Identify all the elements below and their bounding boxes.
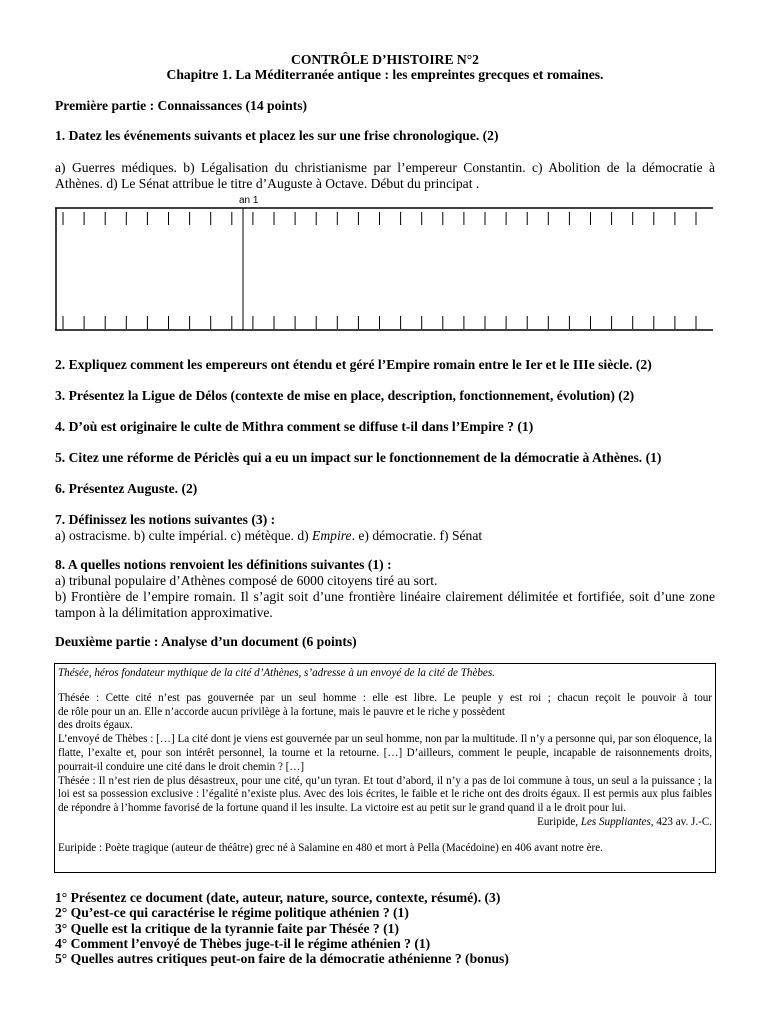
question-1-events bbox=[55, 160, 715, 192]
doc-question-1: 1° Présentez ce document (date, auteur, nature, source, contexte, résumé). (3) bbox=[55, 890, 501, 905]
part2-heading: Deuxième partie : Analyse d’un document (6 points) bbox=[55, 634, 357, 649]
question-5: 5. Citez une réforme de Périclès qui a eu un impact sur le fonctionnement de la démocratie à Athènes. (1) bbox=[55, 450, 662, 465]
source-date: , 423 av. J.-C. bbox=[650, 815, 712, 828]
definition-b: b) Frontière de l’empire romain. Il s’agit soit d’une frontière linéaire clairement délimitée et fortifiée, soit d’une zone tampon à la délimitation approximative. bbox=[55, 589, 715, 620]
source-work: Les Suppliantes bbox=[580, 815, 651, 828]
doc-question-2: 2° Qu’est-ce qui caractérise le régime politique athénien ? (1) bbox=[55, 905, 409, 921]
question-8 bbox=[55, 557, 715, 621]
timeline-ticks bbox=[63, 212, 696, 329]
question-6: 6. Présentez Auguste. (2) bbox=[55, 481, 198, 496]
notions-part-b: . e) démocratie. f) Sénat bbox=[351, 528, 483, 543]
question-7-notions bbox=[55, 528, 715, 544]
question-2: 2. Expliquez comment les empereurs ont étendu et géré l’Empire romain entre le Ier et le IIIe siècle. (2) bbox=[55, 357, 652, 372]
source-author: Euripide, bbox=[537, 815, 581, 828]
question-7-title: 7. Définissez les notions suivantes (3) : bbox=[55, 512, 276, 527]
timeline-frame bbox=[55, 208, 713, 330]
doc-question-5: 5° Quelles autres critiques peut-on faire de la démocratie athénienne ? (bonus) bbox=[55, 951, 509, 967]
exam-title: CONTRÔLE D’HISTOIRE N°2 bbox=[291, 52, 479, 67]
theseus-reply: Thésée : Il n’est rien de plus désastreux, pour une cité, qu’un tyran. Et tout d’abord, il n’y a pas de loi commune à tous, un seul a la puissance ; la loi est sa possession exclusive : l’égalité n’existe plus. Avec des lois écrites, le faible et le riche ont des droits égaux. Il est permis aux plus faibles de répondre à l’homme favorisé de la fortune quand il les insulte. La victoire est au petit sur le grand quand il a le droit pour lui. bbox=[58, 774, 712, 815]
notion-empire: Empire bbox=[312, 528, 352, 543]
part1-heading: Première partie : Connaissances (14 points) bbox=[55, 98, 308, 113]
chronological-frieze bbox=[55, 192, 715, 334]
theseus-line-2: de rôle pour un an. Elle n’accorde aucun privilège à la fortune, mais le pauvre et le riche y possèdent bbox=[58, 705, 505, 718]
events-line-2: Athènes. d) Le Sénat attribue le titre d’Auguste à Octave. Début du principat . bbox=[55, 176, 480, 191]
document-questions bbox=[55, 890, 715, 966]
notions-part-a: a) ostracisme. b) culte impérial. c) métèque. d) bbox=[55, 528, 313, 543]
question-8-title: 8. A quelles notions renvoient les définitions suivantes (1) : bbox=[55, 557, 392, 572]
chapter-subtitle: Chapitre 1. La Méditerranée antique : les empreintes grecques et romaines. bbox=[166, 67, 604, 82]
document-source bbox=[58, 816, 712, 830]
question-3: 3. Présentez la Ligue de Délos (contexte de mise en place, description, fonctionnement, évolution) (2) bbox=[55, 388, 635, 403]
doc-question-3: 3° Quelle est la critique de la tyrannie faite par Thésée ? (1) bbox=[55, 920, 399, 936]
theseus-line-3: des droits égaux. bbox=[58, 719, 133, 732]
timeline-marker-label: an 1 bbox=[239, 195, 259, 206]
question-4: 4. D’où est originaire le culte de Mithra comment se diffuse t-il dans l’Empire ? (1) bbox=[55, 419, 534, 434]
document-intro: Thésée, héros fondateur mythique de la cité d’Athènes, s’adresse à un envoyé de la cité de Thèbes. bbox=[58, 667, 495, 679]
doc-question-4: 4° Comment l’envoyé de Thèbes juge-t-il le régime athénien ? (1) bbox=[55, 935, 431, 951]
theseus-line-1: Thésée : Cette cité n’est pas gouvernée par un seul homme : elle est libre. Le peuple y est roi ; chacun reçoit le pouvoir à tour bbox=[58, 691, 712, 704]
definition-a: a) tribunal populaire d’Athènes composé de 6000 citoyens tiré au sort. bbox=[55, 573, 438, 588]
question-7 bbox=[55, 512, 715, 544]
question-1-title: 1. Datez les événements suivants et placez les sur une frise chronologique. (2) bbox=[55, 128, 499, 143]
author-note: Euripide : Poète tragique (auteur de théâtre) grec né à Salamine en 480 et mort à Pella (Macédoine) en 406 avant notre ère. bbox=[58, 841, 603, 854]
document-excerpt bbox=[54, 663, 716, 873]
theban-envoy-speech: L’envoyé de Thèbes : […] La cité dont je viens est gouvernée par un seul homme, non par la multitude. Il n’y a personne qui, par son éloquence, la flatte, l’exalte et, pour son intérêt personnel, la tourne et la retourne. […] D’ailleurs, comment le peuple, incapable de raisonnements droits, pourrait-il conduire une cité dans le droit chemin ? […] bbox=[58, 733, 712, 773]
events-line-1: a) Guerres médiques. b) Légalisation du christianisme par l’empereur Constantin. c) Abolition de la démocratie à bbox=[55, 160, 715, 175]
